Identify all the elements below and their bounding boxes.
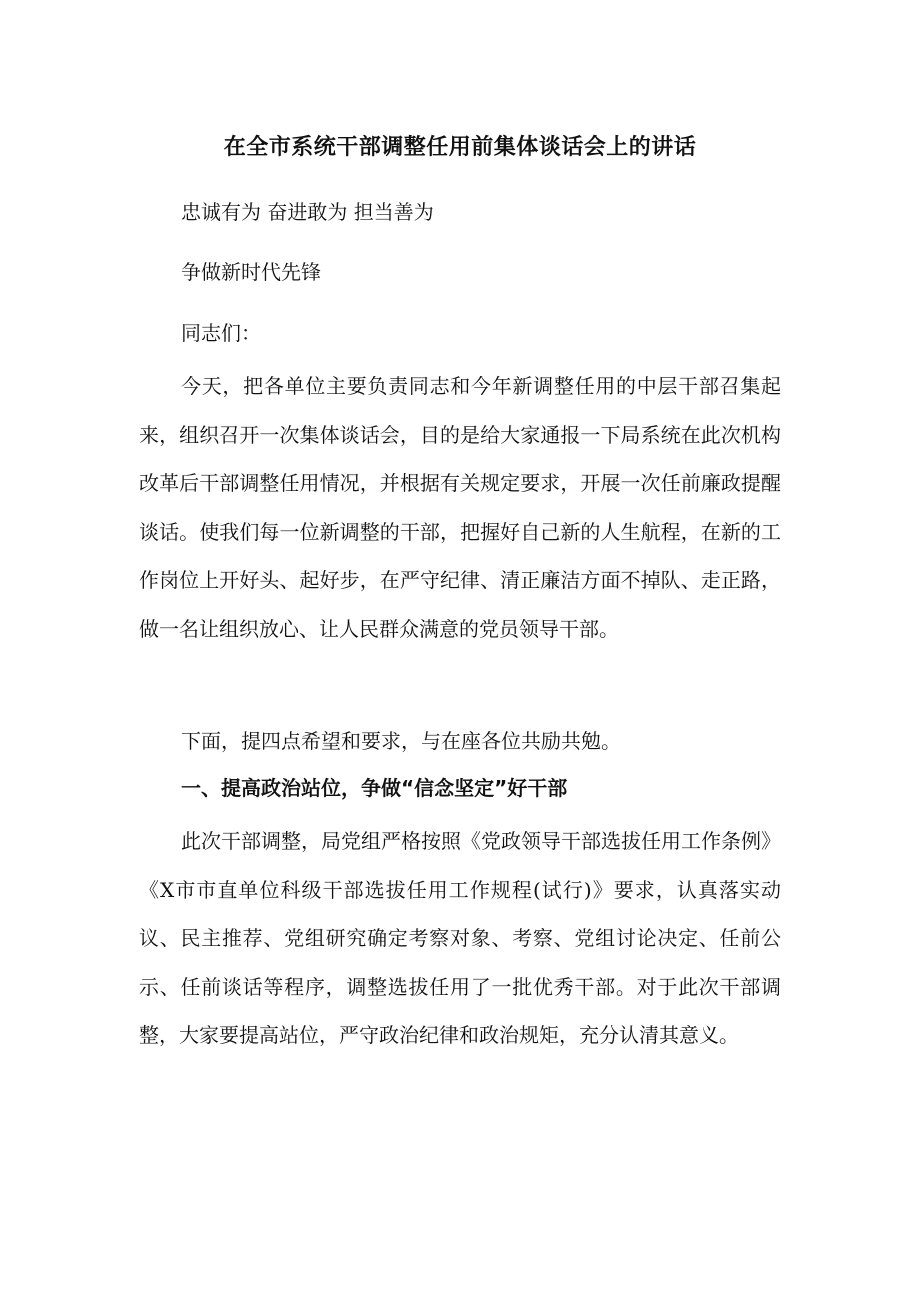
section-heading-1: 一、提高政治站位，争做“信念坚定”好干部 <box>181 776 568 800</box>
subtitle-line-1: 忠诚有为 奋进敢为 担当善为 <box>181 200 434 224</box>
paragraph-section-1: 此次干部调整，局党组严格按照《党政领导干部选拔任用工作条例》《X市市直单位科级干部选拔任用工作规程(试行)》要求，认真落实动议、民主推荐、党组研究确定考察对象、考察、党组讨论决定、任前公示、任前谈话等程序，调整选拔任用了一批优秀干部。对于此次干部调整，大家要提高站位，严守政治纪律和政治规矩，充分认清其意义。 <box>139 829 781 1047</box>
document-title: 在全市系统干部调整任用前集体谈话会上的讲话 <box>223 135 697 160</box>
paragraph-requirements: 下面，提四点希望和要求，与在座各位共励共勉。 <box>181 729 621 753</box>
subtitle-line-2: 争做新时代先锋 <box>181 260 321 284</box>
salutation: 同志们： <box>181 321 261 345</box>
paragraph-intro: 今天，把各单位主要负责同志和今年新调整任用的中层干部召集起来，组织召开一次集体谈话会，目的是给大家通报一下局系统在此次机构改革后干部调整任用情况，并根据有关规定要求，开展一次任前廉政提醒谈话。使我们每一位新调整的干部，把握好自己新的人生航程，在新的工作岗位上开好头、起好步，在严守纪律、清正廉洁方面不掉队、走正路，做一名让组织放心、让人民群众满意的党员领导干部。 <box>139 374 781 641</box>
